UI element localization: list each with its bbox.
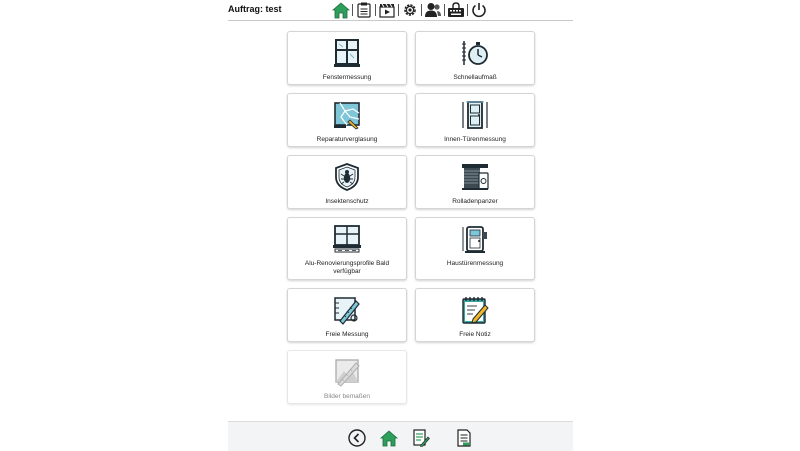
tile-label: Reparaturverglasung — [316, 136, 378, 143]
power-icon — [471, 2, 487, 18]
tile-label: Freie Notiz — [459, 331, 491, 338]
toolbar — [331, 0, 489, 20]
video-button[interactable] — [377, 0, 397, 20]
tile-bilder-bemassen[interactable] — [287, 350, 407, 404]
tile-fenstermessung[interactable] — [287, 31, 407, 85]
menu-grid — [287, 31, 535, 412]
lock-button[interactable] — [446, 0, 466, 20]
clipboard-icon — [357, 2, 371, 18]
edit-list-button[interactable] — [411, 428, 431, 448]
top-bar — [228, 0, 573, 21]
tile-label: Rolladenpanzer — [452, 198, 498, 205]
door-measure-icon — [460, 100, 490, 130]
roller-shutter-icon — [460, 162, 490, 192]
broken-glass-icon — [332, 100, 362, 130]
ruler-pencil-icon — [332, 295, 362, 325]
tile-haustuerenmessung[interactable] — [415, 217, 535, 280]
power-button[interactable] — [469, 0, 489, 20]
document-icon — [456, 429, 472, 447]
toolbar-divider — [467, 4, 468, 16]
document-button[interactable] — [454, 428, 474, 448]
home-icon — [332, 2, 350, 19]
tile-label: Freie Messung — [325, 331, 369, 338]
insect-shield-icon — [332, 162, 362, 192]
tile-label: Fenstermessung — [322, 74, 372, 81]
bottom-bar — [228, 421, 573, 451]
tile-freie-messung[interactable] — [287, 288, 407, 342]
back-circle-icon — [348, 429, 366, 447]
tile-alu-renovierungsprofile[interactable] — [287, 217, 407, 280]
users-icon — [424, 2, 442, 18]
image-measure-icon — [332, 357, 362, 387]
tile-label: Insektenschutz — [325, 198, 369, 205]
users-button[interactable] — [423, 0, 443, 20]
tile-rolladenpanzer[interactable] — [415, 155, 535, 209]
tile-innen-tuerenmessung[interactable] — [415, 93, 535, 147]
toolbar-divider — [398, 4, 399, 16]
tile-label: Schnellaufmaß — [453, 74, 497, 81]
toolbar-divider — [444, 4, 445, 16]
tile-schnellaufmass[interactable] — [415, 31, 535, 85]
tile-freie-notiz[interactable] — [415, 288, 535, 342]
notepad-pencil-icon — [460, 295, 490, 325]
stopwatch-measure-icon — [460, 38, 490, 68]
lock-keyboard-icon — [447, 2, 465, 18]
edit-list-icon — [412, 429, 430, 447]
front-door-icon — [460, 224, 490, 254]
home-button[interactable] — [331, 0, 351, 20]
home-icon — [380, 430, 398, 447]
app-container — [228, 0, 573, 450]
tile-reparaturverglasung[interactable] — [287, 93, 407, 147]
window-icon — [332, 38, 362, 68]
order-list-button[interactable] — [354, 0, 374, 20]
tile-label: Bilder bemaßen — [324, 393, 370, 400]
tile-label: Innen-Türenmessung — [444, 136, 506, 143]
alu-profile-icon — [332, 224, 362, 254]
back-button[interactable] — [347, 428, 367, 448]
tile-label: Haustürenmessung — [446, 260, 504, 267]
toolbar-divider — [352, 4, 353, 16]
settings-button[interactable] — [400, 0, 420, 20]
order-title: Auftrag: test — [228, 4, 282, 14]
video-icon — [379, 3, 395, 18]
gear-icon — [402, 2, 418, 18]
home-button-bottom[interactable] — [379, 428, 399, 448]
tile-label: Alu-Renovierungsprofile Bald verfügbar — [304, 260, 390, 276]
toolbar-divider — [375, 4, 376, 16]
tile-insektenschutz[interactable] — [287, 155, 407, 209]
toolbar-divider — [421, 4, 422, 16]
